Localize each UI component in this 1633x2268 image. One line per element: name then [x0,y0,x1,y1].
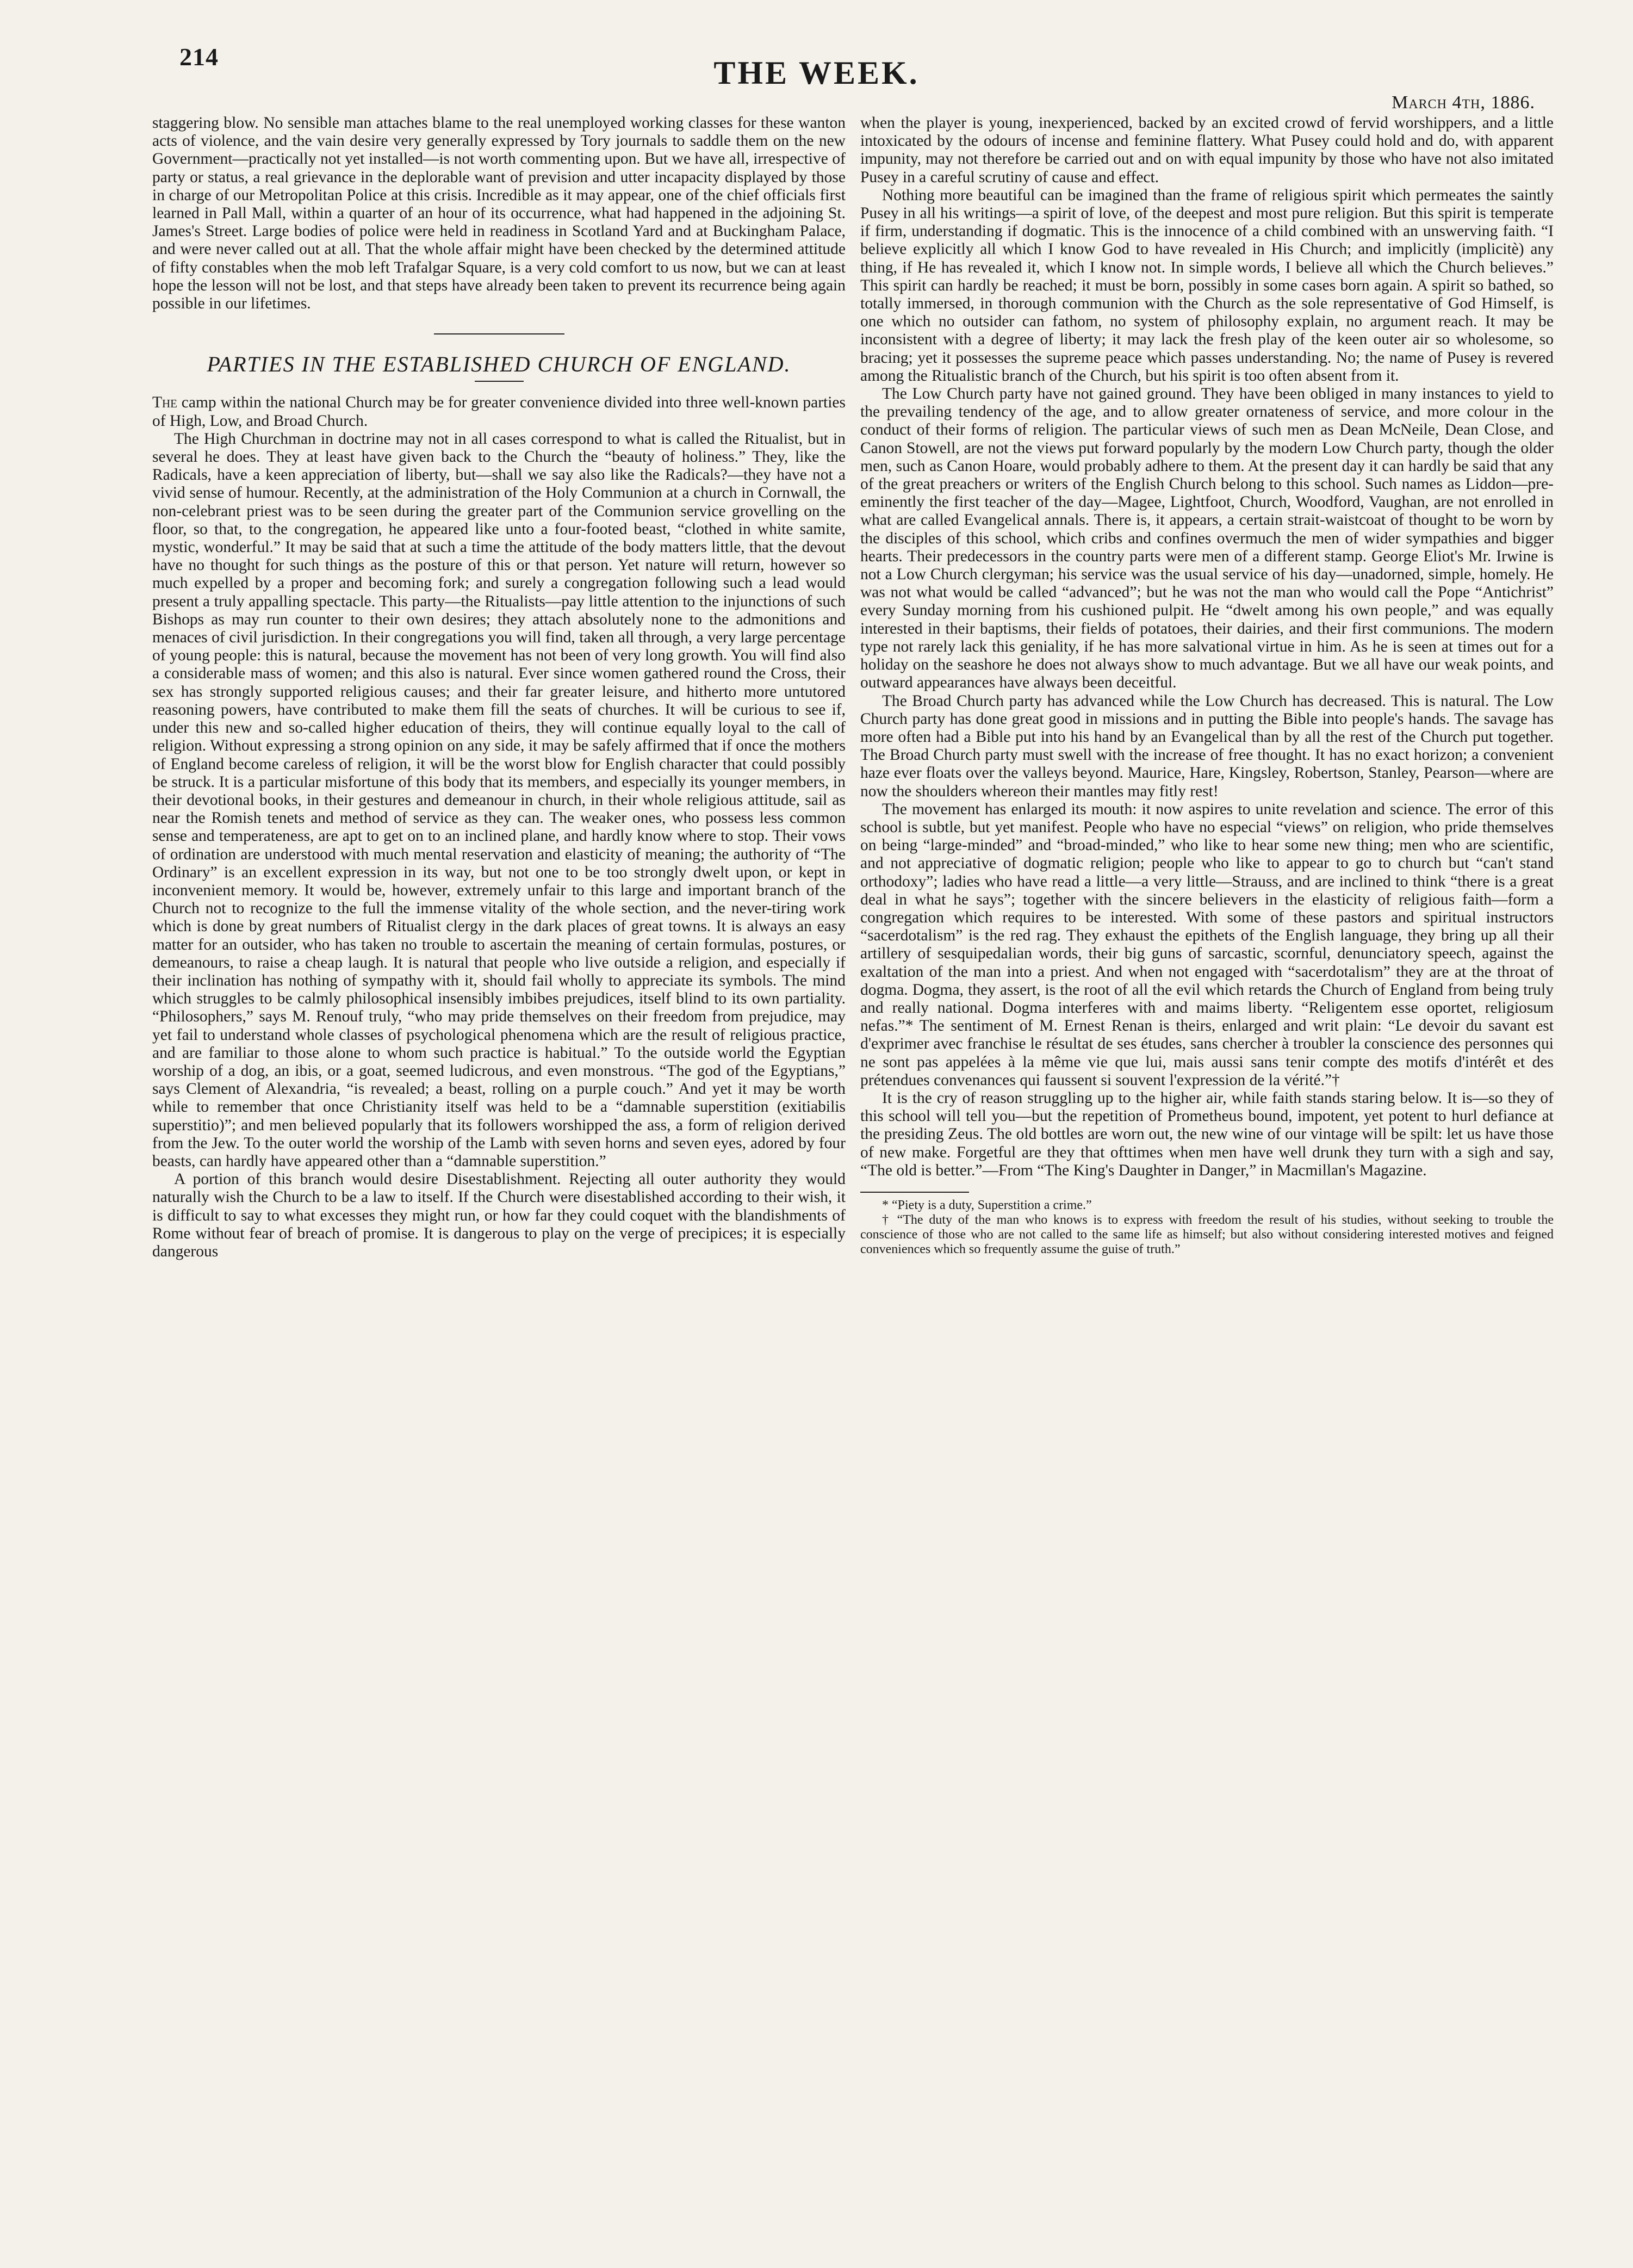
left-paragraph-1: staggering blow. No sensible man attaches blame to the real unemployed working classes for these wanton acts of violence, and the vain desire very generally expressed by Tory journals to saddle them on the new Government—practically not yet installed—is not worth commenting upon. But we have all, irrespective of party or status, a real grievance in the deplorable want of prevision and utter incapacity displayed by those in charge of our Metropolitan Police at this crisis. Incredible as it may appear, one of the chief officials first learned in Pall Mall, within a quarter of an hour of its occurrence, what had happened in the adjoining St. James's Street. Large bodies of police were held in readiness in Scotland Yard and at Buckingham Palace, and were never called out at all. That the whole affair might have been checked by the determined attitude of fifty constables when the mob left Trafalgar Square, is a very cold comfort to us now, but we can at least hope the lesson will not be lost, and that steps have already been taken to prevent its recurrence being again possible in our lifetimes. [152,114,846,313]
lead-word: The [152,394,178,412]
right-paragraph-1: when the player is young, inexperienced, backed by an excited crowd of fervid worshippers, and a little intoxicated by the odours of incense and feminine flattery. What Pusey could hold and do, with apparent impunity, may not therefore be carried out and on with equal impunity by those who have not also imitated Pusey in a careful scrutiny of cause and effect. [860,114,1554,186]
footnote-rule [860,1192,969,1193]
left-paragraph-2 [152,394,846,430]
right-paragraph-3: The Low Church party have not gained ground. They have been obliged in many instances to yield to the prevailing tendency of the age, and to allow greater ornateness of service, and more colour in the conduct of their forms of religion. The particular views of such men as Dean McNeile, Dean Close, and Canon Stowell, are not the views put forward popularly by the modern Low Church party, though the older men, such as Canon Hoare, would probably adhere to them. At the present day it can hardly be said that any of the great preachers or writers of the English Church belong to this school. Such names as Liddon—pre-eminently the first teacher of the day—Magee, Lightfoot, Church, Woodford, Vaughan, are not enrolled in what are called Evangelical annals. There is, it appears, a certain strait-waistcoat of thought to be worn by the disciples of this school, which cribs and confines overmuch the men of wider sympathies and bigger hearts. Their predecessors in the country parts were men of a different stamp. George Eliot's Mr. Irwine is not a Low Church clergyman; his service was the usual service of his day—unadorned, simple, homely. He was not what would be called “advanced”; but he was not the man who would call the Pope “Antichrist” every Sunday morning from his cushioned pulpit. He “dwelt among his own people,” and was equally interested in their baptisms, their fields of potatoes, their dairies, and their first communions. The modern type not rarely lack this geniality, if he has more salvational virtue in him. As he is seen at times out for a holiday on the seashore he does not always show to much advantage. But we all have our weak points, and outward appearances have always been deceitful. [860,385,1554,692]
right-paragraph-2: Nothing more beautiful can be imagined than the frame of religious spirit which permeates the saintly Pusey in all his writings—a spirit of love, of the deepest and most pure religion. But this spirit is temperate if firm, understanding if dogmatic. This is the innocence of a child combined with an unswerving faith. “I believe explicitly all which I know God to have revealed in His Church; and implicitly (implicitè) any thing, if He has revealed it, which I know not. In simple words, I believe all which the Church believes.” This spirit can hardly be reached; it must be born, possibly in some cases born again. A spirit so bathed, so totally immersed, in thorough communion with the Church as the sole representative of God Himself, is one which no outsider can fathom, no system of philosophy explain, no argument reach. It may be inconsistent with a degree of liberty; it may lack the fresh play of the keen outer air so wholesome, so bracing; yet it possesses the supreme peace which passes understanding. No; the name of Pusey is revered among the Ritualistic branch of the Church, but his spirit is too often absent from it. [860,186,1554,385]
page-number: 214 [179,43,219,71]
right-paragraph-6: It is the cry of reason struggling up to the higher air, while faith stands staring below. It is—so they of this school will tell you—but the repetition of Prometheus bound, impotent, yet potent to hurl defiance at the presiding Zeus. The old bottles are worn out, the new wine of our vintage will be spilt: let us have those of new make. Forgetful are they that ofttimes when men have well drunk they turn with a sigh and say, “The old is better.”—From “The King's Daughter in Danger,” in Macmillan's Magazine. [860,1089,1554,1179]
left-paragraph-4: A portion of this branch would desire Disestablishment. Rejecting all outer authority they would naturally wish the Church to be a law to itself. If the Church were disestablished according to their wish, it is difficult to say to what excesses they might run, or how far they could coquet with the blandishments of Rome without fear of breach of promise. It is dangerous to play on the verge of precipices; it is especially dangerous [152,1170,846,1260]
section-title: PARTIES IN THE ESTABLISHED CHURCH OF ENGLAND. [207,352,791,377]
title-rule [475,381,524,382]
left-paragraph-2-text: camp within the national Church may be for greater convenience divided into three well-known parties of High, Low, and Broad Church. [152,394,846,430]
footnote-2: † “The duty of the man who knows is to express with freedom the result of his studies, without seeking to trouble the conscience of those who are not called to the same life as himself; but also without considering interested motives and feigned conveniences which so frequently assume the guise of truth.” [860,1212,1554,1256]
right-paragraph-4: The Broad Church party has advanced while the Low Church has decreased. This is natural. The Low Church party has done great good in missions and in putting the Bible into people's hands. The savage has more often had a Bible put into his hand by an Evangelical than by all the rest of the Church put together. The Broad Church party must swell with the increase of free thought. It has no exact horizon; a convenient haze ever floats over the valleys beyond. Maurice, Hare, Kingsley, Robertson, Stanley, Pearson—where are now the shoulders whereon their mantles may fitly rest! [860,692,1554,800]
section-divider [434,333,564,334]
right-paragraph-5: The movement has enlarged its mouth: it now aspires to unite revelation and science. The error of this school is subtle, but yet manifest. People who have no especial “views” on religion, who pride themselves on being “large-minded” and “broad-minded,” who like to hear some new thing; men who are scientific, and not appreciative of dogmatic religion; people who like to appear to go to church but “can't stand orthodoxy”; ladies who have read a little—a very little—Strauss, and are inclined to think “there is a great deal in what he says”; together with the sincere believers in the elasticity of religious faith—form a congregation which requires to be interested. With some of these pastors and spiritual instructors “sacerdotalism” is the red rag. They exhaust the epithets of the English language, they bring up all their artillery of sesquipedalian words, their big guns of sarcastic, scornful, denunciatory speech, against the exaltation of the man into a priest. And when not engaged with “sacerdotalism” they are at the throat of dogma. Dogma, they assert, is the root of all the evil which retards the Church of England from being truly and really national. Dogma interferes with and maims liberty. “Religentem esse oportet, religiosum nefas.”* The sentiment of M. Ernest Renan is theirs, enlarged and writ plain: “Le devoir du savant est d'exprimer avec franchise le résultat de ses études, sans chercher à troubler la conscience des personnes qui ne sont pas appelées à la même vie que lui, mais aussi sans tenir compte des motifs d'intérêt et des prétendues convenances qui faussent si souvent l'expression de la vérité.”† [860,800,1554,1089]
left-paragraph-3: The High Churchman in doctrine may not in all cases correspond to what is called the Ritualist, but in several he does. They at least have given back to the Church the “beauty of holiness.” They, like the Radicals, have a keen appreciation of liberty, but—shall we say also like the Radicals?—they have not a vivid sense of humour. Recently, at the administration of the Holy Communion at a church in Cornwall, the non-celebrant priest was to be seen during the greater part of the Communion service grovelling on the floor, so that, to the congregation, he appeared like unto a four-footed beast, “clothed in white samite, mystic, wonderful.” It may be said that at such a time the attitude of the body matters little, that the devout have no thought for such things as the posture of this or that person. Yet nature will return, however so much expelled by a proper and becoming fork; and surely a congregation following such a lead would present a truly appalling spectacle. This party—the Ritualists—pay little attention to the injunctions of such Bishops as may run counter to their own desires; they attach absolutely none to the admonitions and menaces of civil jurisdiction. In their congregations you will find, taken all through, a very large percentage of young people: this is natural, because the movement has not been of very long growth. You will find also a considerable mass of women; and this also is natural. Ever since women gathered round the Cross, their sex has strongly supported religious causes; and their far greater leisure, and hitherto more untutored reasoning powers, have contributed to make them fill the seats of churches. It will be curious to see if, under this new and so-called higher education of theirs, they will continue equally loyal to the call of religion. Without expressing a strong opinion on any side, it may be safely affirmed that if once the mothers of England become careless of religion, it will be the worst blow for English character that could possibly be struck. It is a particular misfortune of this body that its members, and especially its younger members, in their devotional books, in their gestures and demeanour in church, in their whole religious attitude, sail as near the Romish tenets and method of service as they can. The weaker ones, who possess less common sense and temperateness, are apt to get on to an inclined plane, and hardly know where to stop. Their vows of ordination are understood with much mental reservation and elasticity of meaning; the authority of “The Ordinary” is an excellent expression in its way, but not one to be too strongly dwelt upon, or kept in inconvenient memory. It would be, however, extremely unfair to this large and important branch of the Church not to recognize to the full the immense vitality of the whole section, and the never-tiring work which is done by great numbers of Ritualist clergy in the dark places of great towns. It is always an easy matter for an outsider, who has taken no trouble to ascertain the meaning of certain formulas, postures, or demeanours, to raise a cheap laugh. It is natural that people who live outside a religion, and especially if their inclination has nothing of sympathy with it, should fail wholly to appreciate its symbols. The mind which struggles to be calmly philosophical insensibly imbibes prejudices, itself blind to its own partiality. “Philosophers,” says M. Renouf truly, “who may pride themselves on their freedom from prejudice, may yet fail to understand whole classes of psychological phenomena which are the result of religious practice, and are familiar to those alone to whom such practice is habitual.” To the outside world the Egyptian worship of a dog, an ibis, or a goat, seemed ludicrous, and even monstrous. “The god of the Egyptians,” says Clement of Alexandria, “is revealed; a beast, rolling on a purple couch.” And yet it may be worth while to remember that once Christianity itself was held to be a “damnable superstition (exitiabilis superstitio)”; and men believed popularly that its followers worshipped the ass, a form of religion derived from the Jew. To the outer world the worship of the Lamb with seven horns and seven eyes, adored by four beasts, can hardly have appeared other than a “damnable superstition.” [152,430,846,1170]
right-column [860,114,1554,2252]
journal-title: THE WEEK. [713,55,920,91]
footnote-1: * “Piety is a duty, Superstition a crime.” [882,1198,1092,1212]
left-column [152,114,846,2214]
issue-date: March 4th, 1886. [1392,92,1535,113]
page-header [0,0,1633,113]
